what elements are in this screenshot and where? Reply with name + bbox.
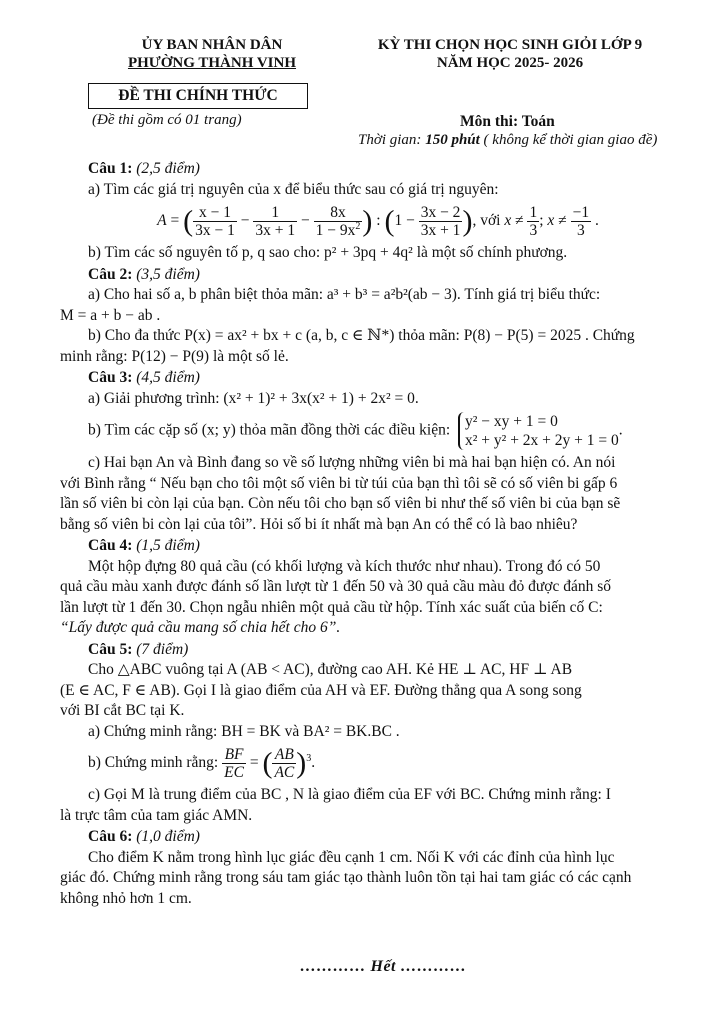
question-5b-text: b) Chứng minh rằng: [88, 754, 219, 772]
question-3b-text: b) Tìm các cặp số (x; y) thỏa mãn đồng thời các điều kiện: [88, 421, 451, 439]
question-6-line-3: không nhỏ hơn 1 cm. [60, 889, 192, 907]
time-prefix: Thời gian: [358, 132, 426, 148]
exam-title-line-1: KỲ THI CHỌN HỌC SINH GIỎI LỚP 9 [377, 37, 643, 53]
pages-note: (Đề thi gồm có 01 trang) [92, 112, 242, 128]
issuing-organization [92, 36, 332, 72]
question-6-title: Câu 6: (1,0 điểm) [88, 828, 200, 845]
time-value: 150 phút [425, 132, 480, 148]
question-5c-line-1: c) Gọi M là trung điểm của BC , N là giao điểm của EF với BC. Chứng minh rằng: I [88, 786, 611, 803]
exam-time [358, 132, 657, 149]
question-5a: a) Chứng minh rằng: BH = BK và BA² = BK.BC . [88, 722, 400, 740]
question-3c-line-1: c) Hai bạn An và Bình đang so về số lượng những viên bi mà hai bạn hiện có. An nói [88, 454, 616, 471]
system-equation-2: x² + y² + 2x + 2y + 1 = 0 [465, 432, 619, 449]
question-6-line-2: giác đó. Chứng minh rằng trong sáu tam giác tạo thành luôn tồn tại hai tam giác có các cạnh [60, 869, 632, 886]
exam-subject: Môn thi: Toán [460, 113, 555, 130]
org-line-1: ỦY BAN NHÂN DÂN [141, 37, 283, 53]
question-2-title: Câu 2: (3,5 điểm) [88, 265, 200, 283]
question-5-line-1: Cho △ABC vuông tại A (AB < AC), đường cao AH. Kẻ HE ⊥ AC, HF ⊥ AB [88, 661, 573, 678]
question-2a-line-2: M = a + b − ab . [60, 306, 161, 324]
question-6-line-1: Cho điểm K nằm trong hình lục giác đều cạnh 1 cm. Nối K với các đỉnh của hình lục [88, 848, 615, 866]
question-1b: b) Tìm các số nguyên tố p, q sao cho: p² + 3pq + 4q² là một số chính phương. [88, 244, 568, 261]
question-5c-line-2: là trực tâm của tam giác AMN. [60, 806, 253, 824]
question-5-line-2: (E ∈ AC, F ∈ AB). Gọi I là giao điểm của AH và EF. Đường thẳng qua A song song [60, 681, 582, 699]
question-3a: a) Giải phương trình: (x² + 1)² + 3x(x² + 1) + 2x² = 0. [88, 389, 419, 407]
exam-title [360, 36, 660, 72]
system-equation-1: y² − xy + 1 = 0 [465, 413, 558, 430]
question-3b: b) Tìm các cặp số (x; y) thỏa mãn đồng thời các điều kiện: y² − xy + 1 = 0 x² + y² + 2x + 2y + 1 = 0 . [88, 413, 623, 449]
question-4-line-4: “Lấy được quả cầu mang số chia hết cho 6”. [60, 619, 341, 636]
official-exam-box: ĐỀ THI CHÍNH THỨC [88, 83, 308, 109]
question-1-title: Câu 1: (2,5 điểm) [88, 160, 200, 177]
exam-body [60, 158, 668, 909]
question-3-title: Câu 3: (4,5 điểm) [88, 369, 200, 386]
equation-system [458, 412, 619, 450]
question-2a-line-1: a) Cho hai số a, b phân biệt thỏa mãn: a³ + b³ = a²b²(ab − 3). Tính giá trị biểu thức: [88, 286, 601, 303]
time-suffix: ( không kể thời gian giao đề) [479, 132, 658, 148]
question-5-line-3: với BI cắt BC tại K. [60, 702, 185, 719]
question-2b-line-2: minh rằng: P(12) − P(9) là một số lẻ. [60, 347, 289, 365]
question-2b-line-1: b) Cho đa thức P(x) = ax² + bx + c (a, b, c ∈ ℕ*) thỏa mãn: P(8) − P(5) = 2025 . Chứng [88, 327, 635, 344]
question-3c-line-3: lần số viên bi còn lại của bạn. Còn nếu tôi cho bạn số viên bi như thế số viên bi của bạn sẽ [60, 495, 621, 512]
question-4-line-2: quả cầu màu xanh được đánh số lần lượt từ 1 đến 50 và 30 quả cầu màu đỏ được đánh số [60, 578, 612, 595]
question-4-title: Câu 4: (1,5 điểm) [88, 537, 200, 554]
question-3c-line-4: bằng số viên bi còn lại của tôi”. Hỏi số bi ít nhất mà bạn An có thể có là bao nhiêu? [60, 515, 578, 533]
question-4-line-1: Một hộp đựng 80 quả cầu (có khối lượng và kích thước như nhau). Trong đó có 50 [88, 557, 601, 575]
question-5-title: Câu 5: (7 điểm) [88, 640, 189, 658]
question-1a-formula: A = ( $\frac{x - 1}{3x - 1}$ − $\frac{1}{3x + 1}$ − $\frac{8x}{1 - 9x^2}$ ) : (1 − $\frac{3x - 2}{3x + 1}$ ), với x ≠ $\frac{1}{3}$ ; x ≠ $\frac{-1}{3}$ . [157, 204, 599, 239]
org-line-2: PHƯỜNG THÀNH VINH [127, 55, 297, 71]
exam-title-line-2: NĂM HỌC 2025- 2026 [436, 55, 584, 71]
question-5b [88, 746, 668, 781]
question-4-line-3: lần lượt từ 1 đến 30. Chọn ngẫu nhiên một quả cầu từ hộp. Tính xác suất của biến cố C: [60, 598, 603, 616]
question-5b-formula: $\frac{BF}{EC}$ = ( $\frac{AB}{AC}$ )$^3$. [224, 746, 316, 781]
end-marker: ………… Hết ………… [300, 958, 467, 975]
question-1a: a) Tìm các giá trị nguyên của x để biểu thức sau có giá trị nguyên: [88, 180, 499, 198]
question-3c-line-2: với Bình rằng “ Nếu bạn cho tôi một số viên bi từ túi của bạn thì tôi sẽ có số viên bi gấp 6 [60, 474, 618, 492]
